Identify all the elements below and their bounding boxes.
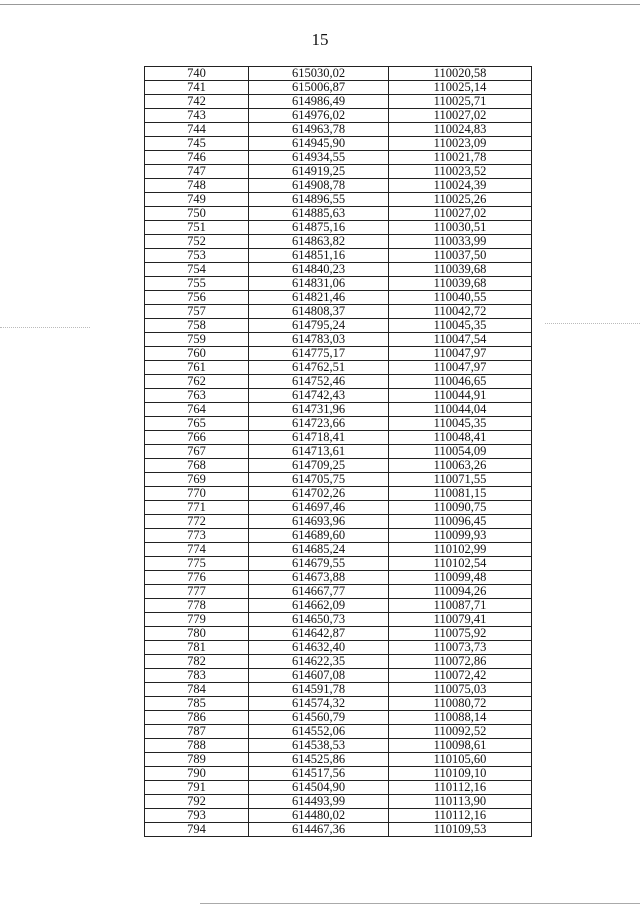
y-coordinate-cell: 110073,73 xyxy=(389,641,532,655)
x-coordinate-cell: 614560,79 xyxy=(249,711,389,725)
point-number-cell: 777 xyxy=(145,585,249,599)
x-coordinate-cell: 614795,24 xyxy=(249,319,389,333)
x-coordinate-cell: 614709,25 xyxy=(249,459,389,473)
y-coordinate-cell: 110024,39 xyxy=(389,179,532,193)
y-coordinate-cell: 110096,45 xyxy=(389,515,532,529)
point-number-cell: 747 xyxy=(145,165,249,179)
y-coordinate-cell: 110024,83 xyxy=(389,123,532,137)
table-row xyxy=(145,543,532,557)
point-number-cell: 755 xyxy=(145,277,249,291)
x-coordinate-cell: 614783,03 xyxy=(249,333,389,347)
y-coordinate-cell: 110054,09 xyxy=(389,445,532,459)
point-number-cell: 762 xyxy=(145,375,249,389)
point-number-cell: 780 xyxy=(145,627,249,641)
point-number-cell: 742 xyxy=(145,95,249,109)
table-row xyxy=(145,655,532,669)
y-coordinate-cell: 110023,09 xyxy=(389,137,532,151)
y-coordinate-cell: 110044,91 xyxy=(389,389,532,403)
table-row xyxy=(145,795,532,809)
x-coordinate-cell: 614552,06 xyxy=(249,725,389,739)
y-coordinate-cell: 110020,58 xyxy=(389,67,532,81)
x-coordinate-cell: 615030,02 xyxy=(249,67,389,81)
y-coordinate-cell: 110039,68 xyxy=(389,263,532,277)
point-number-cell: 793 xyxy=(145,809,249,823)
table-row xyxy=(145,375,532,389)
point-number-cell: 751 xyxy=(145,221,249,235)
y-coordinate-cell: 110027,02 xyxy=(389,207,532,221)
y-coordinate-cell: 110044,04 xyxy=(389,403,532,417)
y-coordinate-cell: 110039,68 xyxy=(389,277,532,291)
y-coordinate-cell: 110072,86 xyxy=(389,655,532,669)
y-coordinate-cell: 110112,16 xyxy=(389,781,532,795)
point-number-cell: 779 xyxy=(145,613,249,627)
table-row xyxy=(145,277,532,291)
x-coordinate-cell: 614863,82 xyxy=(249,235,389,249)
point-number-cell: 764 xyxy=(145,403,249,417)
table-row xyxy=(145,529,532,543)
table-row xyxy=(145,781,532,795)
table-row xyxy=(145,291,532,305)
table-row xyxy=(145,151,532,165)
x-coordinate-cell: 614808,37 xyxy=(249,305,389,319)
coordinates-table xyxy=(144,66,532,837)
table-row xyxy=(145,627,532,641)
y-coordinate-cell: 110047,97 xyxy=(389,361,532,375)
y-coordinate-cell: 110113,90 xyxy=(389,795,532,809)
table-row xyxy=(145,711,532,725)
table-row xyxy=(145,809,532,823)
y-coordinate-cell: 110102,99 xyxy=(389,543,532,557)
table-row xyxy=(145,249,532,263)
x-coordinate-cell: 614525,86 xyxy=(249,753,389,767)
point-number-cell: 783 xyxy=(145,669,249,683)
y-coordinate-cell: 110037,50 xyxy=(389,249,532,263)
x-coordinate-cell: 614673,88 xyxy=(249,571,389,585)
table-row xyxy=(145,235,532,249)
x-coordinate-cell: 614885,63 xyxy=(249,207,389,221)
x-coordinate-cell: 614480,02 xyxy=(249,809,389,823)
x-coordinate-cell: 614632,40 xyxy=(249,641,389,655)
point-number-cell: 782 xyxy=(145,655,249,669)
point-number-cell: 766 xyxy=(145,431,249,445)
x-coordinate-cell: 614622,35 xyxy=(249,655,389,669)
table-row xyxy=(145,81,532,95)
page-number: 15 xyxy=(311,30,329,49)
y-coordinate-cell: 110047,97 xyxy=(389,347,532,361)
point-number-cell: 745 xyxy=(145,137,249,151)
point-number-cell: 776 xyxy=(145,571,249,585)
table-row xyxy=(145,221,532,235)
point-number-cell: 741 xyxy=(145,81,249,95)
x-coordinate-cell: 614831,06 xyxy=(249,277,389,291)
x-coordinate-cell: 614607,08 xyxy=(249,669,389,683)
x-coordinate-cell: 614752,46 xyxy=(249,375,389,389)
table-row xyxy=(145,473,532,487)
table-row xyxy=(145,417,532,431)
point-number-cell: 772 xyxy=(145,515,249,529)
y-coordinate-cell: 110109,10 xyxy=(389,767,532,781)
table-row xyxy=(145,207,532,221)
table-row xyxy=(145,613,532,627)
x-coordinate-cell: 614821,46 xyxy=(249,291,389,305)
x-coordinate-cell: 614713,61 xyxy=(249,445,389,459)
table-row xyxy=(145,109,532,123)
x-coordinate-cell: 614685,24 xyxy=(249,543,389,557)
y-coordinate-cell: 110087,71 xyxy=(389,599,532,613)
y-coordinate-cell: 110047,54 xyxy=(389,333,532,347)
point-number-cell: 750 xyxy=(145,207,249,221)
y-coordinate-cell: 110023,52 xyxy=(389,165,532,179)
y-coordinate-cell: 110071,55 xyxy=(389,473,532,487)
table-row xyxy=(145,193,532,207)
x-coordinate-cell: 614642,87 xyxy=(249,627,389,641)
y-coordinate-cell: 110046,65 xyxy=(389,375,532,389)
table-row xyxy=(145,487,532,501)
table-row xyxy=(145,403,532,417)
table-row xyxy=(145,725,532,739)
x-coordinate-cell: 614538,53 xyxy=(249,739,389,753)
y-coordinate-cell: 110048,41 xyxy=(389,431,532,445)
x-coordinate-cell: 614934,55 xyxy=(249,151,389,165)
x-coordinate-cell: 614775,17 xyxy=(249,347,389,361)
point-number-cell: 743 xyxy=(145,109,249,123)
table-row xyxy=(145,641,532,655)
point-number-cell: 781 xyxy=(145,641,249,655)
y-coordinate-cell: 110102,54 xyxy=(389,557,532,571)
point-number-cell: 790 xyxy=(145,767,249,781)
point-number-cell: 786 xyxy=(145,711,249,725)
y-coordinate-cell: 110109,53 xyxy=(389,823,532,837)
table-row xyxy=(145,123,532,137)
x-coordinate-cell: 614963,78 xyxy=(249,123,389,137)
table-row xyxy=(145,165,532,179)
y-coordinate-cell: 110075,03 xyxy=(389,683,532,697)
table-row xyxy=(145,599,532,613)
point-number-cell: 789 xyxy=(145,753,249,767)
table-row xyxy=(145,305,532,319)
y-coordinate-cell: 110094,26 xyxy=(389,585,532,599)
x-coordinate-cell: 614742,43 xyxy=(249,389,389,403)
point-number-cell: 744 xyxy=(145,123,249,137)
point-number-cell: 760 xyxy=(145,347,249,361)
y-coordinate-cell: 110042,72 xyxy=(389,305,532,319)
y-coordinate-cell: 110098,61 xyxy=(389,739,532,753)
point-number-cell: 794 xyxy=(145,823,249,837)
table-row xyxy=(145,179,532,193)
table-row xyxy=(145,557,532,571)
table-row xyxy=(145,319,532,333)
y-coordinate-cell: 110045,35 xyxy=(389,319,532,333)
y-coordinate-cell: 110080,72 xyxy=(389,697,532,711)
point-number-cell: 758 xyxy=(145,319,249,333)
x-coordinate-cell: 614762,51 xyxy=(249,361,389,375)
table-row xyxy=(145,431,532,445)
x-coordinate-cell: 614493,99 xyxy=(249,795,389,809)
point-number-cell: 775 xyxy=(145,557,249,571)
y-coordinate-cell: 110105,60 xyxy=(389,753,532,767)
table-row xyxy=(145,361,532,375)
x-coordinate-cell: 614919,25 xyxy=(249,165,389,179)
point-number-cell: 791 xyxy=(145,781,249,795)
point-number-cell: 740 xyxy=(145,67,249,81)
x-coordinate-cell: 614517,56 xyxy=(249,767,389,781)
y-coordinate-cell: 110033,99 xyxy=(389,235,532,249)
x-coordinate-cell: 614718,41 xyxy=(249,431,389,445)
y-coordinate-cell: 110027,02 xyxy=(389,109,532,123)
table-row xyxy=(145,585,532,599)
x-coordinate-cell: 614840,23 xyxy=(249,263,389,277)
coordinates-table-body xyxy=(145,67,532,837)
y-coordinate-cell: 110079,41 xyxy=(389,613,532,627)
x-coordinate-cell: 614667,77 xyxy=(249,585,389,599)
y-coordinate-cell: 110040,55 xyxy=(389,291,532,305)
point-number-cell: 761 xyxy=(145,361,249,375)
table-row xyxy=(145,389,532,403)
point-number-cell: 788 xyxy=(145,739,249,753)
x-coordinate-cell: 614697,46 xyxy=(249,501,389,515)
table-row xyxy=(145,683,532,697)
y-coordinate-cell: 110025,26 xyxy=(389,193,532,207)
table-row xyxy=(145,137,532,151)
table-row xyxy=(145,767,532,781)
point-number-cell: 769 xyxy=(145,473,249,487)
y-coordinate-cell: 110081,15 xyxy=(389,487,532,501)
x-coordinate-cell: 615006,87 xyxy=(249,81,389,95)
x-coordinate-cell: 614976,02 xyxy=(249,109,389,123)
table-row xyxy=(145,263,532,277)
point-number-cell: 771 xyxy=(145,501,249,515)
x-coordinate-cell: 614908,78 xyxy=(249,179,389,193)
point-number-cell: 778 xyxy=(145,599,249,613)
point-number-cell: 787 xyxy=(145,725,249,739)
point-number-cell: 753 xyxy=(145,249,249,263)
y-coordinate-cell: 110030,51 xyxy=(389,221,532,235)
x-coordinate-cell: 614689,60 xyxy=(249,529,389,543)
x-coordinate-cell: 614467,36 xyxy=(249,823,389,837)
point-number-cell: 768 xyxy=(145,459,249,473)
point-number-cell: 756 xyxy=(145,291,249,305)
x-coordinate-cell: 614679,55 xyxy=(249,557,389,571)
point-number-cell: 752 xyxy=(145,235,249,249)
table-row xyxy=(145,67,532,81)
table-row xyxy=(145,347,532,361)
point-number-cell: 765 xyxy=(145,417,249,431)
point-number-cell: 792 xyxy=(145,795,249,809)
table-row xyxy=(145,753,532,767)
y-coordinate-cell: 110088,14 xyxy=(389,711,532,725)
table-row xyxy=(145,445,532,459)
x-coordinate-cell: 614591,78 xyxy=(249,683,389,697)
y-coordinate-cell: 110021,78 xyxy=(389,151,532,165)
y-coordinate-cell: 110099,93 xyxy=(389,529,532,543)
point-number-cell: 770 xyxy=(145,487,249,501)
y-coordinate-cell: 110092,52 xyxy=(389,725,532,739)
point-number-cell: 757 xyxy=(145,305,249,319)
y-coordinate-cell: 110090,75 xyxy=(389,501,532,515)
x-coordinate-cell: 614851,16 xyxy=(249,249,389,263)
scan-artifact-right xyxy=(545,323,640,325)
y-coordinate-cell: 110063,26 xyxy=(389,459,532,473)
point-number-cell: 767 xyxy=(145,445,249,459)
table-row xyxy=(145,669,532,683)
x-coordinate-cell: 614896,55 xyxy=(249,193,389,207)
x-coordinate-cell: 614693,96 xyxy=(249,515,389,529)
point-number-cell: 763 xyxy=(145,389,249,403)
y-coordinate-cell: 110075,92 xyxy=(389,627,532,641)
x-coordinate-cell: 614945,90 xyxy=(249,137,389,151)
x-coordinate-cell: 614662,09 xyxy=(249,599,389,613)
point-number-cell: 748 xyxy=(145,179,249,193)
y-coordinate-cell: 110045,35 xyxy=(389,417,532,431)
table-row xyxy=(145,823,532,837)
x-coordinate-cell: 614650,73 xyxy=(249,613,389,627)
point-number-cell: 784 xyxy=(145,683,249,697)
table-row xyxy=(145,697,532,711)
x-coordinate-cell: 614504,90 xyxy=(249,781,389,795)
y-coordinate-cell: 110072,42 xyxy=(389,669,532,683)
x-coordinate-cell: 614731,96 xyxy=(249,403,389,417)
y-coordinate-cell: 110025,71 xyxy=(389,95,532,109)
point-number-cell: 774 xyxy=(145,543,249,557)
point-number-cell: 785 xyxy=(145,697,249,711)
y-coordinate-cell: 110025,14 xyxy=(389,81,532,95)
point-number-cell: 773 xyxy=(145,529,249,543)
x-coordinate-cell: 614705,75 xyxy=(249,473,389,487)
table-row xyxy=(145,515,532,529)
page-top-edge xyxy=(0,4,640,5)
x-coordinate-cell: 614574,32 xyxy=(249,697,389,711)
x-coordinate-cell: 614986,49 xyxy=(249,95,389,109)
table-row xyxy=(145,333,532,347)
y-coordinate-cell: 110099,48 xyxy=(389,571,532,585)
table-row xyxy=(145,459,532,473)
point-number-cell: 754 xyxy=(145,263,249,277)
table-row xyxy=(145,571,532,585)
x-coordinate-cell: 614875,16 xyxy=(249,221,389,235)
point-number-cell: 749 xyxy=(145,193,249,207)
point-number-cell: 746 xyxy=(145,151,249,165)
scan-artifact-left xyxy=(0,327,90,329)
y-coordinate-cell: 110112,16 xyxy=(389,809,532,823)
x-coordinate-cell: 614723,66 xyxy=(249,417,389,431)
table-row xyxy=(145,95,532,109)
x-coordinate-cell: 614702,26 xyxy=(249,487,389,501)
table-row xyxy=(145,739,532,753)
point-number-cell: 759 xyxy=(145,333,249,347)
page-bottom-edge xyxy=(200,903,640,904)
table-row xyxy=(145,501,532,515)
